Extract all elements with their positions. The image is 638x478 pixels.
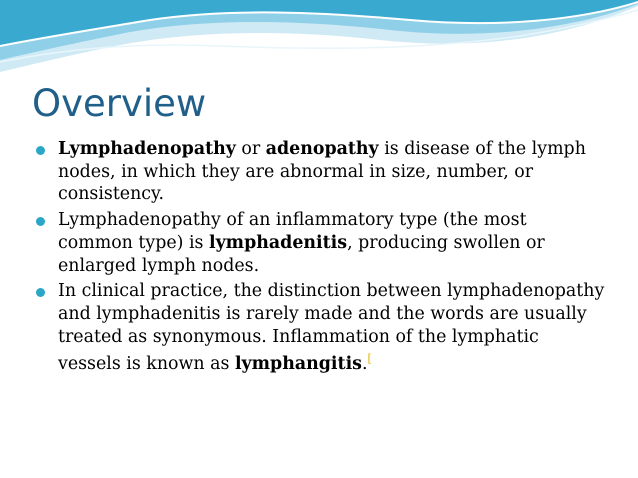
bullet-list [36,138,606,379]
bullet-text: , producing swollen or enlarged lymph nodes. [58,232,545,276]
bullet-text: . [361,354,368,375]
bullet-dot-icon [36,217,45,226]
bullet-text: is disease of the lymph nodes, in which they are abnormal in size, number, or consistency. [58,139,586,205]
bullet-text: Lymphadenopathy of an inflammatory type (the most common type) is [58,210,527,253]
bullet-item [36,280,606,376]
slide-title: Overview [32,82,207,125]
reference-link[interactable]: [ [367,352,372,366]
bullet-text: In clinical practice, the distinction between lymphadenopathy and lymphadenitis is rarely made and the words are usually treated as synonymous. Inflammation of the lymphatic vessels is known as [58,281,605,375]
bullet-item [36,138,606,206]
bold-term: lymphadenitis [208,232,348,253]
bullet-dot-icon [36,288,45,297]
bullet-text: or [235,139,266,159]
bullet-item [36,209,606,277]
bold-term: Lymphadenopathy [58,139,236,159]
header-wave-decoration [0,0,638,80]
bold-term: adenopathy [265,139,379,159]
bold-term: lymphangitis [234,354,362,375]
bullet-dot-icon [36,146,45,155]
